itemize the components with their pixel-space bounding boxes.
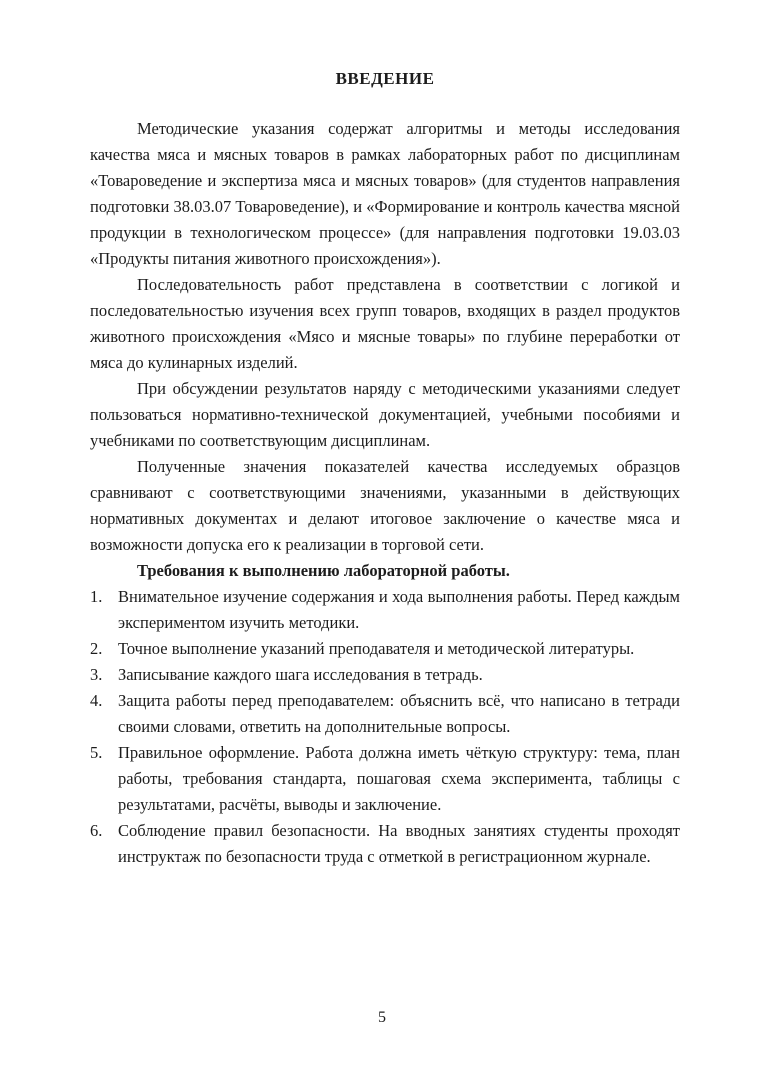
list-item-text: Записывание каждого шага исследования в тетрадь.: [118, 665, 483, 684]
list-item: [90, 818, 680, 870]
list-item: [90, 584, 680, 636]
requirements-list: [90, 584, 680, 870]
list-item-text: Защита работы перед преподавателем: объяснить всё, что написано в тетради своими словами, ответить на дополнительные вопросы.: [118, 691, 680, 736]
list-item: [90, 688, 680, 740]
list-item-text: Правильное оформление. Работа должна иметь чёткую структуру: тема, план работы, требования стандарта, пошаговая схема эксперимента, таблицы с результатами, расчёты, выводы и заключение.: [118, 743, 680, 814]
paragraph: Методические указания содержат алгоритмы и методы исследования качества мяса и мясных товаров в рамках лабораторных работ по дисциплинам «Товароведение и экспертиза мяса и мясных товаров» (для студентов направления подготовки 38.03.07 Товароведение), и «Формирование и контроль качества мясной продукции в технологическом процессе» (для направления подготовки 19.03.03 «Продукты питания животного происхождения»).: [90, 119, 680, 268]
list-item: [90, 662, 680, 688]
page-title: ВВЕДЕНИЕ: [335, 69, 435, 88]
list-item-number: 5.: [90, 743, 103, 762]
list-item-number: 2.: [90, 639, 103, 658]
list-item: [90, 740, 680, 818]
list-item: [90, 636, 680, 662]
requirements-heading: Требования к выполнению лабораторной работы.: [137, 561, 510, 580]
list-item-text: Соблюдение правил безопасности. На вводных занятиях студенты проходят инструктаж по безопасности труда с отметкой в регистрационном журнале.: [118, 821, 680, 866]
paragraph: Полученные значения показателей качества исследуемых образцов сравнивают с соответствующими значениями, указанными в действующих нормативных документах и делают итоговое заключение о качестве мяса и возможности допуска его к реализации в торговой сети.: [90, 457, 680, 554]
list-item-number: 4.: [90, 691, 103, 710]
page-number: 5: [378, 1009, 386, 1026]
paragraph: При обсуждении результатов наряду с методическими указаниями следует пользоваться нормативно-технической документацией, учебными пособиями и учебниками по соответствующим дисциплинам.: [90, 379, 680, 450]
list-item-text: Внимательное изучение содержания и хода выполнения работы. Перед каждым экспериментом изучить методики.: [118, 587, 680, 632]
list-item-number: 6.: [90, 821, 103, 840]
list-item-number: 3.: [90, 665, 103, 684]
list-item-text: Точное выполнение указаний преподавателя и методической литературы.: [118, 639, 635, 658]
list-item-number: 1.: [90, 587, 103, 606]
paragraph: Последовательность работ представлена в соответствии с логикой и последовательностью изучения всех групп товаров, входящих в раздел продуктов животного происхождения «Мясо и мясные товары» по глубине переработки от мяса до кулинарных изделий.: [90, 275, 680, 372]
